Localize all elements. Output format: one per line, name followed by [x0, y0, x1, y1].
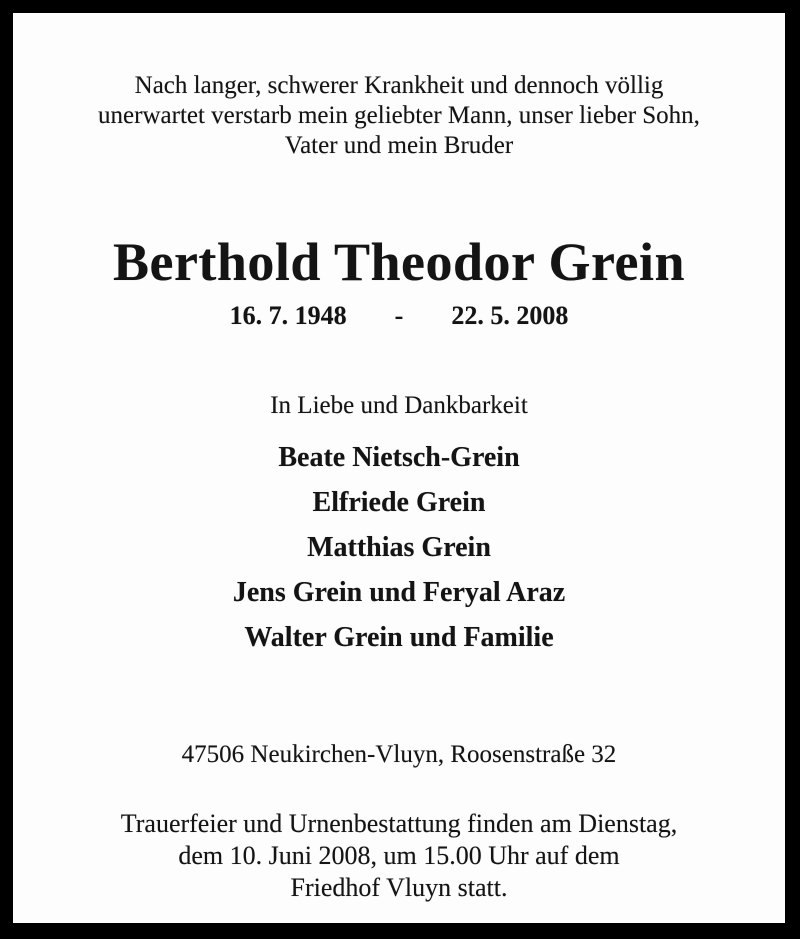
mourner-name: Jens Grein und Feryal Araz: [232, 577, 566, 608]
life-dates: [13, 301, 785, 331]
intro-line: Nach langer, schwerer Krankheit und dennoch völlig: [134, 72, 664, 99]
mourners-list: [13, 435, 785, 660]
intro-line: unerwartet verstarb mein geliebter Mann, unser lieber Sohn,: [98, 102, 700, 129]
mourner-name: Elfriede Grein: [312, 487, 486, 518]
funeral-line: dem 10. Juni 2008, um 15.00 Uhr auf dem: [178, 841, 620, 870]
birth-date: 16. 7. 1948: [229, 301, 347, 330]
funeral-line: Friedhof Vluyn statt.: [290, 873, 508, 902]
address-line: 47506 Neukirchen-Vluyn, Roosenstraße 32: [181, 741, 617, 768]
date-separator: -: [394, 301, 404, 330]
intro-line: Vater und mein Bruder: [284, 132, 514, 159]
dedication-text: In Liebe und Dankbarkeit: [270, 392, 528, 419]
funeral-info: [13, 808, 785, 904]
mourner-name: Walter Grein und Familie: [244, 622, 554, 653]
death-date: 22. 5. 2008: [451, 301, 569, 330]
funeral-line: Trauerfeier und Urnenbestattung finden am Dienstag,: [120, 809, 678, 838]
obituary-notice: [13, 13, 785, 923]
mourner-name: Beate Nietsch-Grein: [278, 442, 520, 473]
mourner-name: Matthias Grein: [307, 532, 491, 563]
deceased-name: Berthold Theodor Grein: [112, 232, 686, 292]
intro-text: [13, 71, 785, 161]
